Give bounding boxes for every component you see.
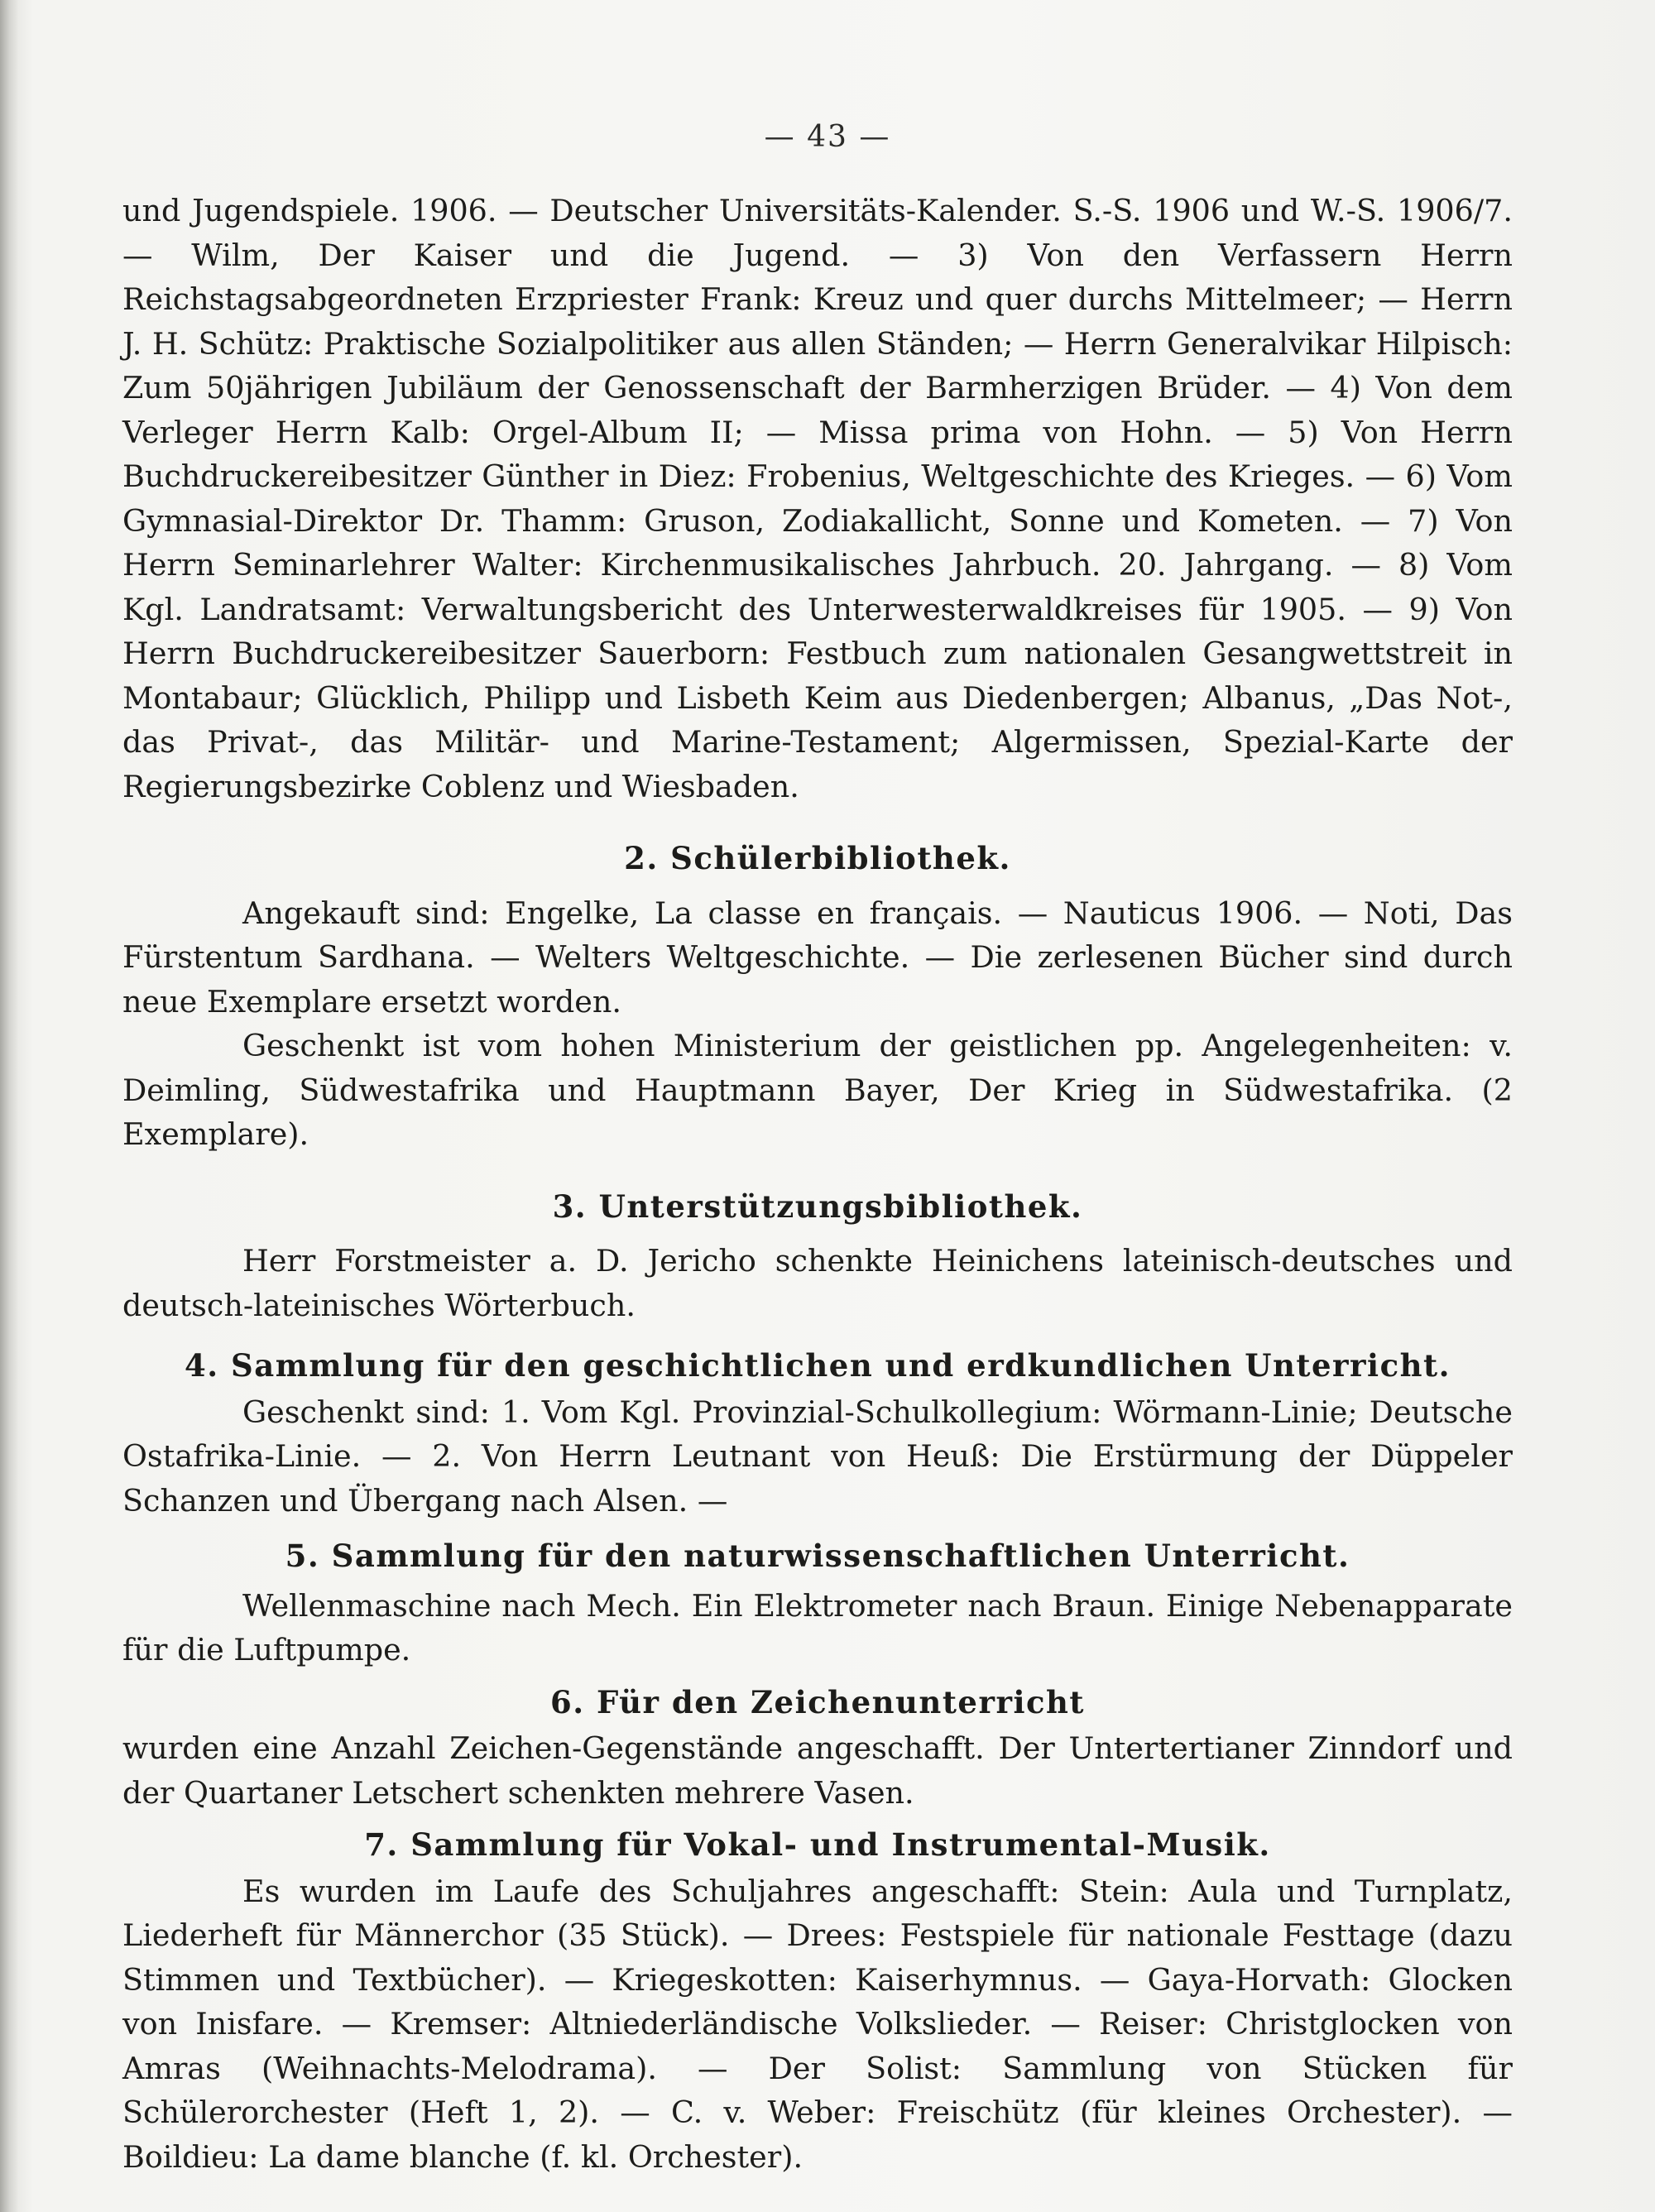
section-heading-unterstuetzungsbibliothek: 3. Unterstützungsbibliothek. [552,1188,1083,1225]
section-heading-zeichenunterricht: 6. Für den Zeichenunterricht [549,1683,1086,1720]
section-heading-schuelerbibliothek: 2. Schülerbibliothek. [624,840,1011,876]
page-binding-shadow [0,0,18,2212]
section-musik-paragraph: Es wurden im Laufe des Schuljahres angeschafft: Stein: Aula und Turnplatz, Liederheft für Männerchor (35 Stück). — Drees: Festspiele für nationale Festtage (dazu Stimmen und Textbücher). — Kriegeskotten: Kaiserhymnus. — Gaya-Horvath: Glocken von Inisfare. — Kremser: Altniederländische Volkslieder. — Reiser: Christglocken von Amras (Weihnachts-Melodrama). — Der Solist: Sammlung von Stücken für Schülerorchester (Heft 1, 2). — C. v. Weber: Freischütz (für kleines Orchester). — Boildieu: La dame blanche (f. kl. Orchester). [122,1873,1513,2175]
intro-paragraph: und Jugendspiele. 1906. — Deutscher Universitäts-Kalender. S.-S. 1906 und W.-S. 1906/7. — Wilm, Der Kaiser und die Jugend. — 3) Von den Verfassern Herrn Reichstagsabgeordneten Erzpriester Frank: Kreuz und quer durchs Mittelmeer; — Herrn J. H. Schütz: Praktische Sozialpolitiker aus allen Ständen; — Herrn Generalvikar Hilpisch: Zum 50jährigen Jubiläum der Genossenschaft der Barmherzigen Brüder. — 4) Von dem Verleger Herrn Kalb: Orgel-Album II; — Missa prima von Hohn. — 5) Von Herrn Buchdruckereibesitzer Günther in Diez: Frobenius, Weltgeschichte des Krieges. — 6) Vom Gymnasial-Direktor Dr. Thamm: Gruson, Zodiakallicht, Sonne und Kometen. — 7) Von Herrn Seminarlehrer Walter: Kirchenmusikalisches Jahrbuch. 20. Jahrgang. — 8) Vom Kgl. Landratsamt: Verwaltungsbericht des Unterwesterwaldkreises für 1905. — 9) Von Herrn Buchdruckereibesitzer Sauerborn: Festbuch zum nationalen Gesangwettstreit in Montabaur; Glücklich, Philipp und Lisbeth Keim aus Diedenbergen; Albanus, „Das Not-, das Privat-, das Militär- und Marine-Testament; Algermissen, Spezial-Karte der Regierungsbezirke Coblenz und Wiesbaden. [122,193,1513,804]
page-number: — 43 — [764,120,891,154]
section-heading-musik: 7. Sammlung für Vokal- und Instrumental-Musik. [364,1826,1271,1863]
section-unterstuetzungsbibliothek-paragraph: Herr Forstmeister a. D. Jericho schenkte Heinichens lateinisch-deutsches und deutsch-lateinisches Wörterbuch. [122,1243,1513,1323]
section-naturwissenschaft-paragraph: Wellenmaschine nach Mech. Ein Elektrometer nach Braun. Einige Nebenapparate für die Luftpumpe. [122,1587,1513,1667]
section-schuelerbibliothek-paragraph-2: Geschenkt ist vom hohen Ministerium der geistlichen pp. Angelegenheiten: v. Deimling, Südwestafrika und Hauptmann Bayer, Der Krieg in Südwestafrika. (2 Exemplare). [122,1028,1513,1152]
page-body [122,189,1513,2179]
section-geschichte-erdkunde-paragraph: Geschenkt sind: 1. Vom Kgl. Provinzial-Schulkollegium: Wörmann-Linie; Deutsche Ostafrika-Linie. — 2. Von Herrn Leutnant von Heuß: Die Erstürmung der Düppeler Schanzen und Übergang nach Alsen. — [122,1394,1513,1519]
section-heading-geschichte-erdkunde: 4. Sammlung für den geschichtlichen und erdkundlichen Unterricht. [185,1347,1451,1384]
section-heading-naturwissenschaft: 5. Sammlung für den naturwissenschaftlichen Unterricht. [285,1538,1350,1574]
section-schuelerbibliothek-paragraph-1: Angekauft sind: Engelke, La classe en français. — Nauticus 1906. — Noti, Das Fürstentum Sardhana. — Welters Weltgeschichte. — Die zerlesenen Bücher sind durch neue Exemplare ersetzt worden. [122,895,1513,1020]
section-zeichenunterricht-paragraph: wurden eine Anzahl Zeichen-Gegenstände angeschafft. Der Untertertianer Zinndorf und der Quartaner Letschert schenkten mehrere Vasen. [122,1730,1513,1811]
